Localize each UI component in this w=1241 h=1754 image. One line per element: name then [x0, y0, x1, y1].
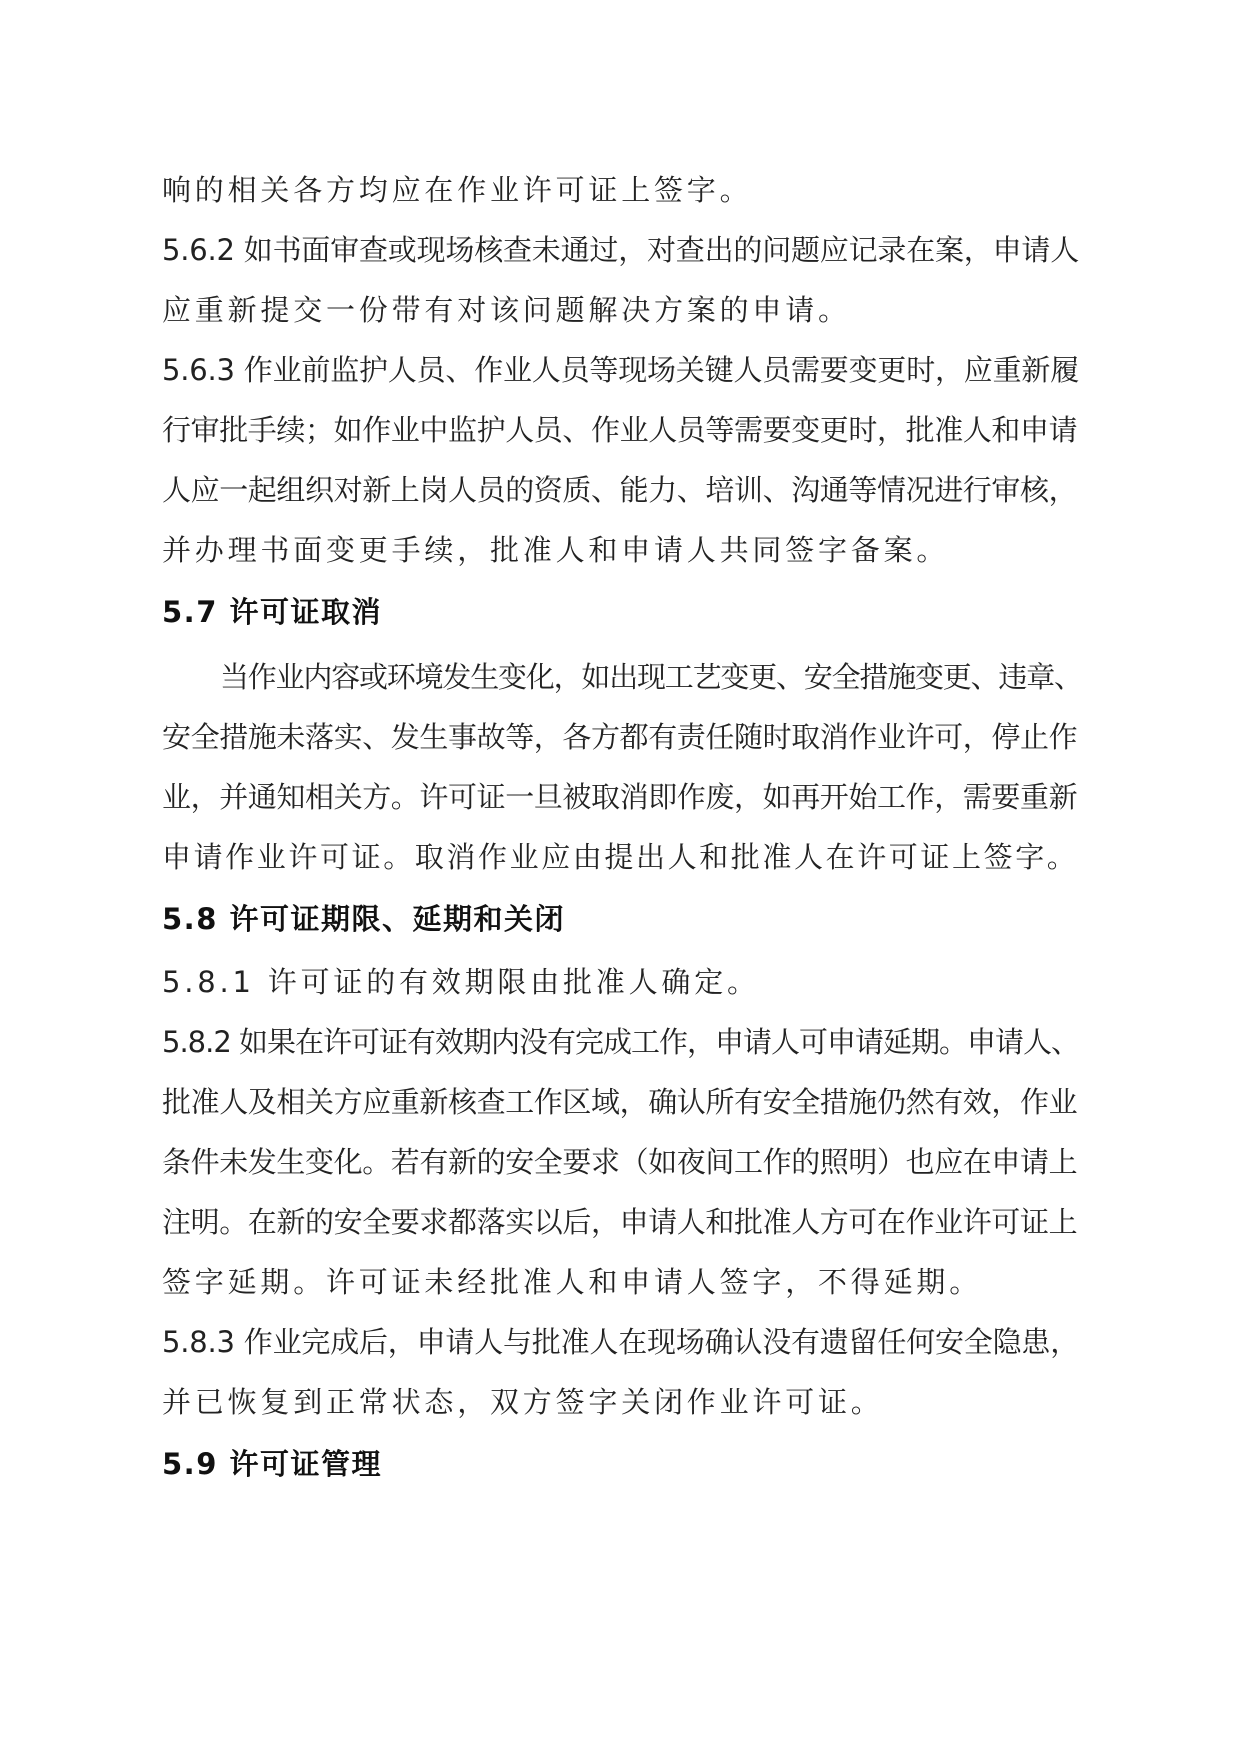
section-heading-5-7: 5.7 许可证取消: [162, 595, 382, 629]
paragraph-line: 5.8.2 如果在许可证有效期内没有完成工作，申请人可申请延期。申请人、: [162, 1025, 1080, 1059]
paragraph-line: 5.8.3 作业完成后，申请人与批准人在现场确认没有遗留任何安全隐患，: [162, 1325, 1080, 1359]
paragraph-line: 应重新提交一份带有对该问题解决方案的申请。: [162, 293, 851, 327]
section-heading-5-8: 5.8 许可证期限、延期和关闭: [162, 902, 565, 936]
paragraph-line: 行审批手续；如作业中监护人员、作业人员等需要变更时，批准人和申请: [162, 413, 1078, 447]
paragraph-line: 批准人及相关方应重新核查工作区域，确认所有安全措施仍然有效，作业: [162, 1085, 1078, 1119]
paragraph-line: 响的相关各方均应在作业许可证上签字。: [162, 173, 753, 207]
paragraph-line: 业，并通知相关方。许可证一旦被取消即作废，如再开始工作，需要重新: [162, 780, 1078, 814]
paragraph-line: 安全措施未落实、发生事故等，各方都有责任随时取消作业许可，停止作: [162, 720, 1078, 754]
paragraph-line: 签字延期。许可证未经批准人和申请人签字，不得延期。: [162, 1265, 983, 1299]
paragraph-line: 并办理书面变更手续，批准人和申请人共同签字备案。: [162, 533, 950, 567]
paragraph-line: 申请作业许可证。取消作业应由提出人和批准人在许可证上签字。: [162, 840, 1079, 874]
paragraph-line: 人应一起组织对新上岗人员的资质、能力、培训、沟通等情况进行审核，: [162, 473, 1078, 507]
paragraph-line: 注明。在新的安全要求都落实以后，申请人和批准人方可在作业许可证上: [162, 1205, 1078, 1239]
paragraph-line: 5.6.2 如书面审查或现场核查未通过，对查出的问题应记录在案，申请人: [162, 233, 1080, 267]
paragraph-line: 5.6.3 作业前监护人员、作业人员等现场关键人员需要变更时，应重新履: [162, 353, 1080, 387]
paragraph-line: 5.8.1 许可证的有效期限由批准人确定。: [162, 965, 760, 999]
paragraph-line: 并已恢复到正常状态，双方签字关闭作业许可证。: [162, 1385, 884, 1419]
paragraph-line: 当作业内容或环境发生变化，如出现工艺变更、安全措施变更、违章、: [220, 660, 1082, 694]
section-heading-5-9: 5.9 许可证管理: [162, 1447, 382, 1481]
paragraph-line: 条件未发生变化。若有新的安全要求（如夜间工作的照明）也应在申请上: [162, 1145, 1078, 1179]
